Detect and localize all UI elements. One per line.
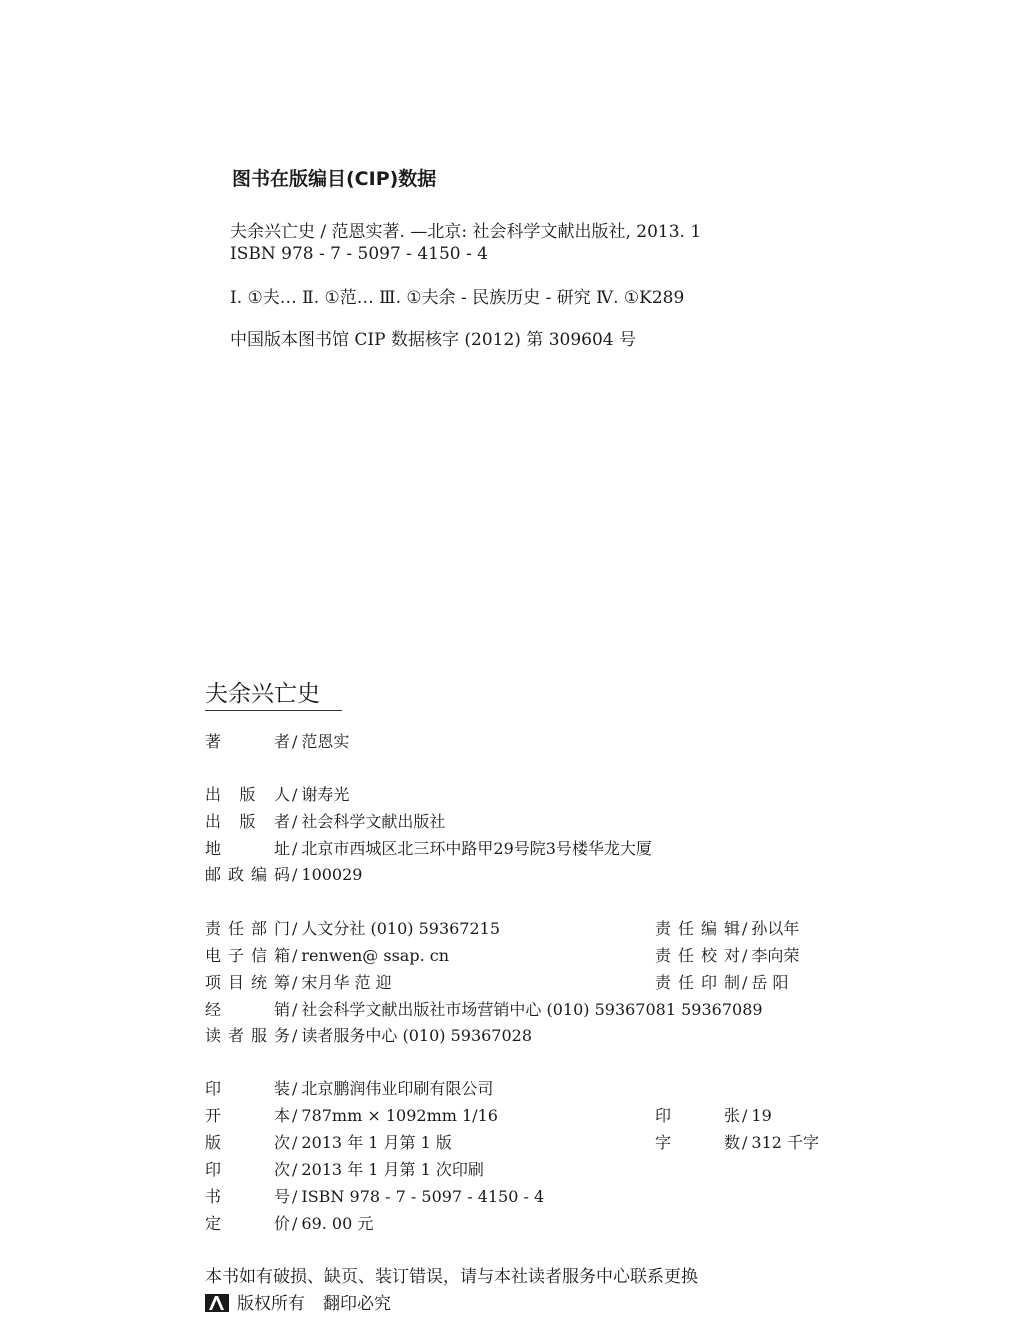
- print-row: [205, 1184, 544, 1207]
- print-spec-value: 312 千字: [751, 1133, 820, 1152]
- publisher-row-label: 出版人: [205, 785, 290, 804]
- publisher-row-value: 北京市西城区北三环中路甲29号院3号楼华龙大厦: [301, 839, 652, 858]
- separator: /: [292, 1160, 298, 1179]
- separator: /: [292, 973, 298, 992]
- author-row: [205, 729, 349, 752]
- publisher-row: [205, 862, 362, 885]
- separator: /: [742, 919, 748, 938]
- separator: /: [292, 1187, 298, 1206]
- responsibility-label: 项目统筹: [205, 973, 290, 992]
- publisher-row-value: 谢寿光: [301, 785, 350, 804]
- editor-label: 责任校对: [655, 946, 740, 965]
- print-value: ISBN 978 - 7 - 5097 - 4150 - 4: [301, 1187, 545, 1206]
- publisher-row-label: 邮政编码: [205, 865, 290, 884]
- piracy-warning: 翻印必究: [323, 1294, 391, 1314]
- editor-value: 孙以年: [751, 919, 800, 938]
- separator: /: [292, 1214, 298, 1233]
- author-label: 著 者: [205, 732, 290, 751]
- separator: /: [742, 946, 748, 965]
- separator: /: [742, 973, 748, 992]
- cip-line-title: 夫余兴亡史 / 范恩实著. —北京: 社会科学文献出版社, 2013. 1: [230, 222, 702, 242]
- publisher-row-value: 社会科学文献出版社: [301, 812, 446, 831]
- separator: /: [292, 1079, 298, 1098]
- print-row: [205, 1130, 452, 1153]
- print-label: 书 号: [205, 1187, 290, 1206]
- separator: /: [742, 1106, 748, 1125]
- print-value: 北京鹏润伟业印刷有限公司: [301, 1079, 494, 1098]
- editor-value: 岳 阳: [751, 973, 789, 992]
- publisher-logo-icon: [205, 1294, 229, 1312]
- publisher-row-value: 100029: [301, 865, 363, 884]
- cip-heading: 图书在版编目(CIP)数据: [232, 168, 437, 190]
- publisher-row: [205, 809, 445, 832]
- responsibility-label: 电子信箱: [205, 946, 290, 965]
- editor-label: 责任印制: [655, 973, 740, 992]
- separator: /: [292, 1133, 298, 1152]
- rights-reserved: 版权所有: [237, 1294, 305, 1314]
- print-spec-label: 字 数: [655, 1133, 740, 1152]
- editor-row: [655, 943, 799, 966]
- print-value: 2013 年 1 月第 1 版: [301, 1133, 452, 1152]
- separator: /: [292, 732, 298, 751]
- print-spec-label: 印 张: [655, 1106, 740, 1125]
- responsibility-value: 读者服务中心 (010) 59367028: [301, 1026, 533, 1045]
- print-value: 2013 年 1 月第 1 次印刷: [301, 1160, 484, 1179]
- print-value: 69. 00 元: [301, 1214, 374, 1233]
- print-row: [205, 1103, 498, 1126]
- separator: /: [292, 812, 298, 831]
- separator: /: [292, 785, 298, 804]
- print-row: [205, 1157, 484, 1180]
- responsibility-row: [205, 916, 500, 939]
- publisher-row-label: 出版者: [205, 812, 290, 831]
- title-rule: [205, 710, 342, 711]
- print-spec-row: [655, 1103, 772, 1126]
- publisher-row: [205, 836, 652, 859]
- responsibility-row: [205, 943, 449, 966]
- cip-line-isbn: ISBN 978 - 7 - 5097 - 4150 - 4: [230, 244, 488, 264]
- editor-value: 李向荣: [751, 946, 800, 965]
- responsibility-row: [205, 970, 392, 993]
- author-value: 范恩实: [301, 732, 350, 751]
- print-row: [205, 1076, 493, 1099]
- responsibility-value: 宋月华 范 迎: [301, 973, 392, 992]
- separator: /: [292, 1026, 298, 1045]
- copyright-line: [205, 1289, 391, 1314]
- responsibility-row: [205, 1023, 532, 1046]
- responsibility-value: 社会科学文献出版社市场营销中心 (010) 59367081 59367089: [301, 1000, 763, 1019]
- print-label: 印 次: [205, 1160, 290, 1179]
- separator: /: [292, 865, 298, 884]
- print-label: 开 本: [205, 1106, 290, 1125]
- editor-row: [655, 970, 788, 993]
- separator: /: [292, 919, 298, 938]
- responsibility-value: 人文分社 (010) 59367215: [301, 919, 501, 938]
- print-label: 版 次: [205, 1133, 290, 1152]
- book-title: 夫余兴亡史: [205, 681, 320, 707]
- separator: /: [292, 839, 298, 858]
- print-row: [205, 1211, 373, 1234]
- responsibility-label: 责任部门: [205, 919, 290, 938]
- separator: /: [292, 946, 298, 965]
- editor-label: 责任编辑: [655, 919, 740, 938]
- publisher-row: [205, 782, 349, 805]
- responsibility-value: renwen@ ssap. cn: [301, 946, 450, 965]
- damage-notice: 本书如有破损、缺页、装订错误，请与本社读者服务中心联系更换: [205, 1267, 698, 1287]
- responsibility-row: [205, 997, 763, 1020]
- editor-row: [655, 916, 799, 939]
- responsibility-label: 读者服务: [205, 1026, 290, 1045]
- print-label: 印 装: [205, 1079, 290, 1098]
- print-value: 787mm × 1092mm 1/16: [301, 1106, 498, 1125]
- separator: /: [742, 1133, 748, 1152]
- separator: /: [292, 1000, 298, 1019]
- print-label: 定 价: [205, 1214, 290, 1233]
- cip-line-classification: Ⅰ. ①夫… Ⅱ. ①范… Ⅲ. ①夫余 - 民族历史 - 研究 Ⅳ. ①K289: [230, 288, 685, 308]
- responsibility-label: 经 销: [205, 1000, 290, 1019]
- separator: /: [292, 1106, 298, 1125]
- print-spec-row: [655, 1130, 819, 1153]
- print-spec-value: 19: [751, 1106, 772, 1125]
- cip-line-record: 中国版本图书馆 CIP 数据核字 (2012) 第 309604 号: [230, 330, 637, 350]
- publisher-row-label: 地 址: [205, 839, 290, 858]
